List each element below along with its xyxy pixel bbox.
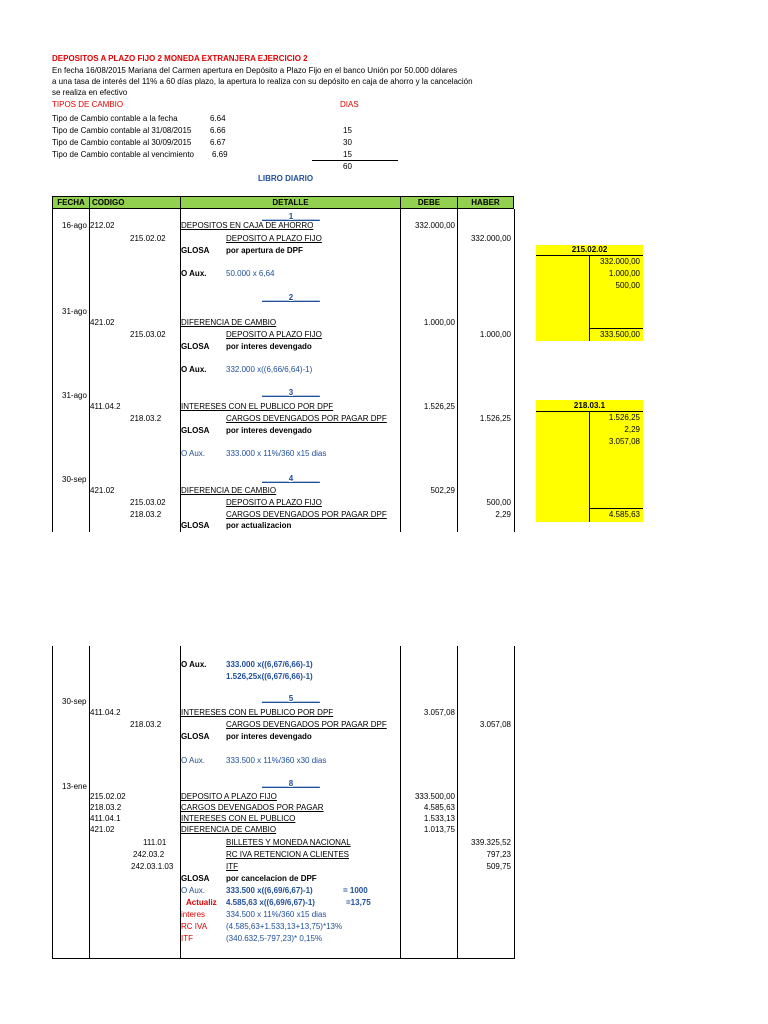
aux-formula: 333.500 x((6,69/6,67)-1) (226, 886, 313, 895)
credit-amount: 2,29 (495, 510, 511, 519)
tipo-rate: 6.67 (210, 138, 226, 147)
account-code: 218.03.2 (130, 510, 162, 519)
account-code: 421.02 (90, 318, 115, 327)
account-detail: INTERESES CON EL PUBLICO (181, 814, 296, 823)
account-code: 111.01 (143, 838, 167, 847)
column-divider (514, 209, 515, 532)
actualiz-formula: 4.585,63 x((6,69/6,67)-1) (226, 898, 315, 907)
t-account-value: 1.000,00 (608, 269, 640, 278)
glosa-text: por cancelacion de DPF (226, 874, 317, 883)
entry-number: ______5______ (262, 694, 320, 703)
tipo-rate: 6.64 (210, 114, 226, 123)
account-code: 212.02 (90, 221, 115, 230)
dias-label: DIAS (340, 100, 359, 109)
t-account-value: 500,00 (615, 281, 640, 290)
account-code: 242.03.2 (133, 850, 165, 859)
column-divider (89, 209, 90, 532)
glosa-label: GLOSA (181, 732, 210, 741)
aux-formula: 50.000 x 6,64 (226, 269, 275, 278)
exercise-title: DEPOSITOS A PLAZO FIJO 2 MONEDA EXTRANJERA EJERCICIO 2 (52, 54, 308, 63)
aux-label: O Aux. (181, 660, 207, 669)
itf-label: ITF (181, 934, 193, 943)
entry-date: 31-ago (62, 307, 87, 316)
tipo-label: Tipo de Cambio contable al 30/09/2015 (52, 138, 192, 147)
t-account-total-line (589, 328, 643, 329)
account-code: 411.04.1 (90, 814, 121, 823)
libro-diario-title: LIBRO DIARIO (258, 174, 314, 183)
account-detail: INTERESES CON EL PUBLICO POR DPF (181, 402, 334, 411)
account-detail: DEPOSITO A PLAZO FIJO (226, 330, 322, 339)
account-code: 215.02.02 (130, 234, 166, 243)
account-code: 421.02 (90, 825, 115, 834)
account-code: 215.02.02 (90, 792, 126, 801)
entry-date: 13-ene (62, 782, 87, 791)
entry-date: 16-ago (62, 221, 87, 230)
interes-formula: 334.500 x 11%/360 x15 dias (226, 910, 327, 919)
t-account-value: 3.057,08 (608, 437, 640, 446)
t-account-value: 332.000,00 (599, 257, 640, 266)
entry-date: 30-sep (62, 475, 87, 484)
account-code: 218.03.2 (90, 803, 122, 812)
column-divider (52, 209, 53, 532)
tipo-rate: 6.66 (210, 126, 226, 135)
aux-label: O Aux. (181, 365, 207, 374)
aux-label: O Aux. (181, 886, 206, 895)
header-codigo: CODIGO (89, 196, 181, 209)
rc-iva-formula: (4.585,63+1.533,13+13,75)*13% (226, 922, 343, 931)
glosa-text: por actualizacion (226, 521, 292, 530)
tipo-rate: 6.69 (212, 150, 228, 159)
aux-formula: 333.000 x((6,67/6,66)-1) (226, 660, 313, 669)
account-code: 421.02 (90, 486, 115, 495)
actualiz-label: Actualiz (186, 898, 217, 907)
entry-number: ______3______ (262, 388, 320, 397)
account-code: 242.03.1.03 (131, 862, 174, 871)
account-detail: BILLETES Y MONEDA NACIONAL (226, 838, 351, 847)
account-detail: CARGOS DEVENGADOS POR PAGAR DPF (226, 414, 387, 423)
t-account-title: 218.03.1 (573, 401, 606, 410)
table-bottom-border (52, 958, 515, 959)
account-detail: DEPOSITOS EN CAJA DE AHORRO (181, 221, 314, 230)
actualiz-result: =13,75 (346, 898, 371, 907)
debit-amount: 1.526,25 (423, 402, 455, 411)
account-detail: DIFERENCIA DE CAMBIO (181, 486, 277, 495)
account-code: 411.04.2 (90, 402, 121, 411)
account-code: 215.03.02 (130, 498, 166, 507)
itf-formula: (340.632,5-797,23)* 0,15% (226, 934, 323, 943)
dias-sum-line (312, 160, 398, 161)
credit-amount: 3.057,08 (479, 720, 511, 729)
rc-iva-label: RC IVA (181, 922, 208, 931)
credit-amount: 339.325,52 (470, 838, 511, 847)
t-account-total-line (589, 508, 643, 509)
account-code: 218.03.2 (130, 720, 162, 729)
tipo-label: Tipo de Cambio contable a la fecha (52, 114, 178, 123)
t-account-value: 1.526,25 (608, 413, 640, 422)
entry-number: ______1______ (262, 212, 320, 221)
t-account-title: 215.02.02 (571, 245, 608, 254)
dias-total: 60 (343, 162, 352, 171)
debit-amount: 502,29 (430, 486, 455, 495)
account-detail: ITF (226, 862, 238, 871)
debit-amount: 4.585,63 (423, 803, 455, 812)
entry-number: ______4______ (262, 474, 320, 483)
account-detail: CARGOS DEVENGADOS POR PAGAR DPF (226, 510, 387, 519)
entry-number: ______2______ (262, 293, 320, 302)
tipo-dias: 15 (343, 126, 352, 135)
t-account-total: 333.500,00 (599, 330, 640, 339)
account-detail: DIFERENCIA DE CAMBIO (181, 825, 277, 834)
tipo-dias: 15 (343, 150, 352, 159)
glosa-text: por apertura de DPF (226, 246, 303, 255)
debit-amount: 333.500,00 (414, 792, 455, 801)
entry-date: 31-ago (62, 391, 87, 400)
debit-amount: 332.000,00 (414, 221, 455, 230)
aux-formula: 332.000 x((6,66/6,64)-1) (226, 365, 313, 374)
credit-amount: 332.000,00 (470, 234, 511, 243)
credit-amount: 797,23 (486, 850, 511, 859)
account-detail: RC IVA RETENCION A CLIENTES (226, 850, 349, 859)
glosa-label: GLOSA (181, 874, 210, 883)
header-debe: DEBE (400, 196, 458, 209)
account-detail: DEPOSITO A PLAZO FIJO (181, 792, 277, 801)
debit-amount: 1.000,00 (423, 318, 455, 327)
tipo-dias: 30 (343, 138, 352, 147)
account-code: 218.03.2 (130, 414, 162, 423)
credit-amount: 1.526,25 (479, 414, 511, 423)
glosa-label: GLOSA (181, 426, 210, 435)
entry-number: ______8______ (262, 779, 320, 788)
account-code: 411.04.2 (90, 708, 121, 717)
glosa-label: GLOSA (181, 342, 210, 351)
column-divider (514, 646, 515, 959)
column-divider (457, 646, 458, 959)
intro-line-3: se realiza en efectivo (52, 88, 128, 97)
t-account-total: 4.585,63 (608, 510, 640, 519)
credit-amount: 509,75 (486, 862, 511, 871)
tipo-label: Tipo de Cambio contable al vencimiento (52, 150, 195, 159)
header-fecha: FECHA (52, 196, 90, 209)
header-detalle: DETALLE (180, 196, 401, 209)
entry-date: 30-sep (62, 697, 87, 706)
aux-label: O Aux. (181, 269, 207, 278)
tipo-label: Tipo de Cambio contable al 31/08/2015 (52, 126, 192, 135)
glosa-text: por interes devengado (226, 426, 312, 435)
t-account-value: 2,29 (624, 425, 640, 434)
column-divider (52, 646, 53, 959)
glosa-text: por interes devengado (226, 732, 312, 741)
account-detail: DEPOSITO A PLAZO FIJO (226, 234, 322, 243)
account-detail: DEPOSITO A PLAZO FIJO (226, 498, 322, 507)
debit-amount: 1.013,75 (423, 825, 455, 834)
glosa-label: GLOSA (181, 246, 210, 255)
column-divider (457, 209, 458, 532)
interes-label: interes (181, 910, 206, 919)
account-detail: DIFERENCIA DE CAMBIO (181, 318, 277, 327)
tipos-label: TIPOS DE CAMBIO (52, 100, 124, 109)
aux-formula: 333.500 x 11%/360 x30 dias (226, 756, 327, 765)
glosa-label: GLOSA (181, 521, 210, 530)
credit-amount: 500,00 (486, 498, 511, 507)
debit-amount: 1.533,13 (423, 814, 455, 823)
aux-result: = 1000 (343, 886, 368, 895)
debit-amount: 3.057,08 (423, 708, 455, 717)
account-detail: INTERESES CON EL PUBLICO POR DPF (181, 708, 334, 717)
glosa-text: por interes devengado (226, 342, 312, 351)
aux-label: O Aux. (181, 449, 206, 458)
aux-label: O Aux. (181, 756, 206, 765)
intro-line-2: a una tasa de interés del 11% a 60 días plazo, la apertura lo realiza con su depósito en caja de ahorro y la cancelación (52, 77, 473, 86)
intro-line-1: En fecha 16/08/2015 Mariana del Carmen apertura en Depósito a Plazo Fijo en el banco Unión por 50.000 dólares (52, 66, 458, 75)
account-code: 215.03.02 (130, 330, 166, 339)
aux-formula: 333.000 x 11%/360 x15 dias (226, 449, 327, 458)
column-divider (400, 209, 401, 532)
credit-amount: 1.000,00 (479, 330, 511, 339)
aux-formula: 1.526,25x((6,67/6,66)-1) (226, 672, 313, 681)
account-detail: CARGOS DEVENGADOS POR PAGAR DPF (226, 720, 387, 729)
header-haber: HABER (457, 196, 514, 209)
account-detail: CARGOS DEVENGADOS POR PAGAR (181, 803, 324, 812)
